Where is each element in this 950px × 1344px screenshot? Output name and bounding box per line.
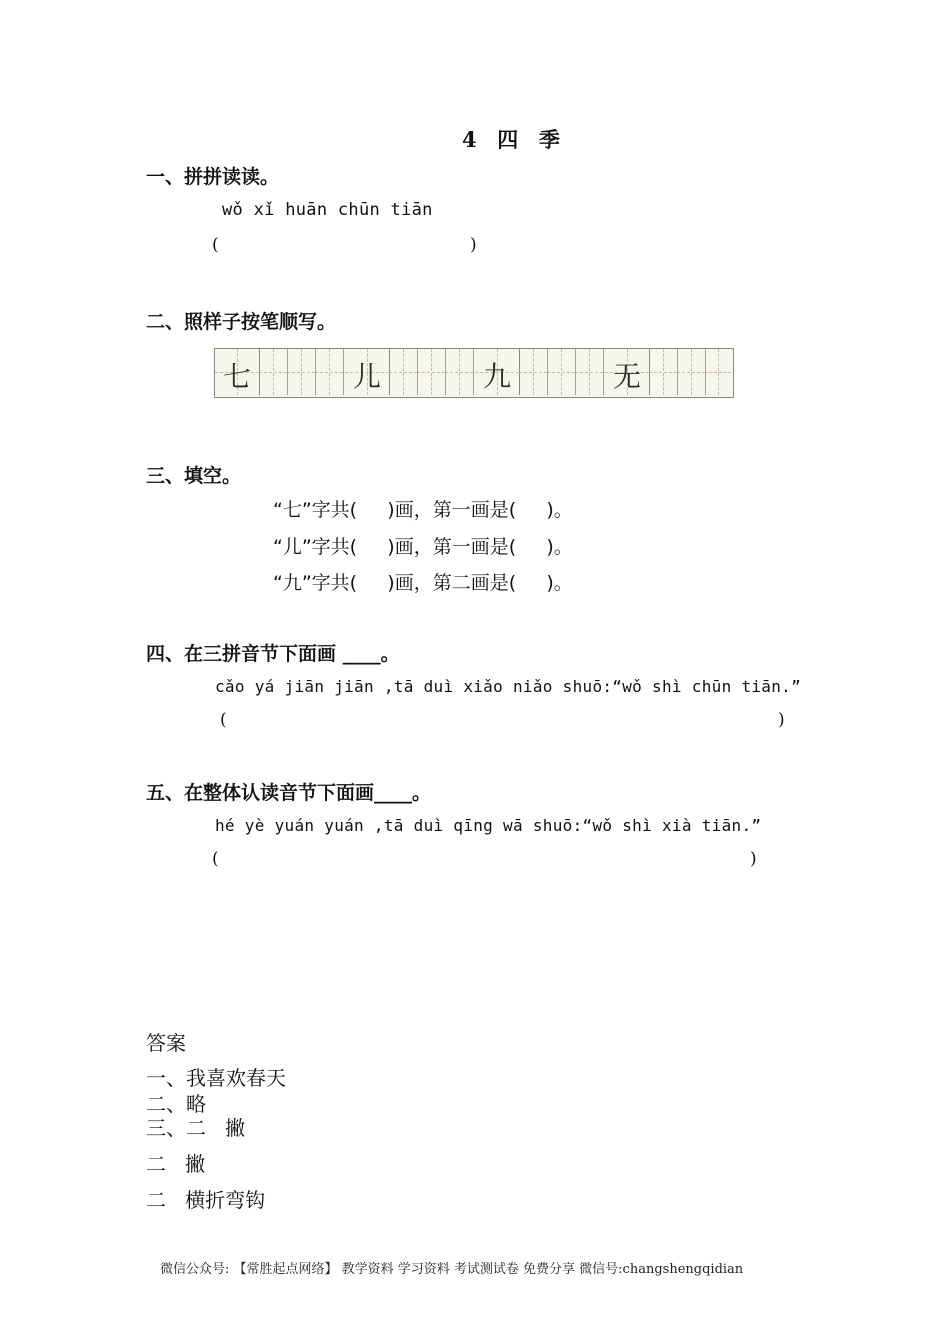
answers-heading: 答案 [146, 1031, 186, 1055]
answer-line-3: 三、二 撇 [146, 1116, 246, 1140]
model-char-er: 儿 [352, 360, 381, 393]
answer-line-1: 一、我喜欢春天 [146, 1066, 286, 1090]
model-char-jiu: 九 [482, 360, 511, 393]
fill-line-1: “七”字共( )画，第一画是( )。 [273, 499, 573, 521]
section-1-paren-open: ( [212, 235, 219, 255]
writing-grid [214, 348, 734, 398]
fill-line-3: “九”字共( )画，第二画是( )。 [273, 572, 573, 594]
section-1-pinyin: wǒ xǐ huān chūn tiān [222, 200, 433, 220]
answer-line-4: 二 撇 [146, 1152, 206, 1176]
section-4-paren-open: ( [220, 710, 227, 730]
page-title: 4 四 季 [462, 127, 562, 152]
section-4-paren-close: ) [778, 710, 785, 730]
section-5-paren-close: ) [750, 849, 757, 869]
section-3-heading: 三、填空。 [146, 465, 242, 487]
section-1-paren-close: ) [470, 235, 477, 255]
section-5-heading: 五、在整体认读音节下面画____。 [146, 782, 432, 804]
section-2-heading: 二、照样子按笔顺写。 [146, 311, 337, 333]
answer-line-2: 二、略 [146, 1092, 206, 1116]
section-5-paren-open: ( [212, 849, 219, 869]
fill-line-2: “儿”字共( )画，第一画是( )。 [273, 536, 573, 558]
model-char-wu: 无 [612, 360, 641, 393]
model-char-qi: 七 [222, 360, 251, 393]
section-4-pinyin: cǎo yá jiān jiān ,tā duì xiǎo niǎo shuō:“wǒ shì chūn tiān.” [215, 677, 802, 696]
section-4-heading: 四、在三拼音节下面画 ____。 [146, 643, 400, 665]
footer-note: 微信公众号: 【常胜起点网络】 教学资料 学习资料 考试测试卷 免费分享 微信号:changshengqidian [160, 1262, 744, 1277]
section-1-heading: 一、拼拼读读。 [146, 166, 280, 188]
answer-line-5: 二 横折弯钩 [146, 1188, 266, 1212]
section-5-pinyin: hé yè yuán yuán ,tā duì qīng wā shuō:“wǒ shì xià tiān.” [215, 816, 762, 835]
